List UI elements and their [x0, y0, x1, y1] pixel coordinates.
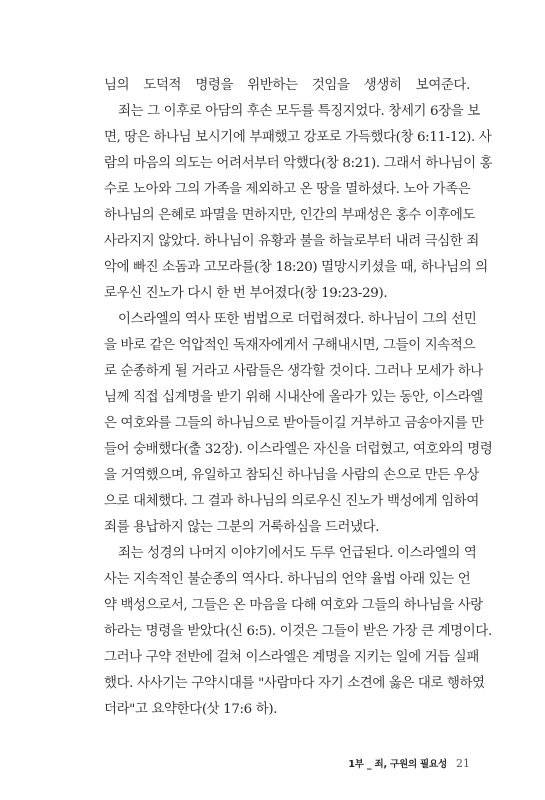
- text-line: 악에 빠진 소돔과 고모라를(창 18:20) 멸망시키셨을 때, 하나님의 의: [104, 260, 488, 275]
- text-line: 면, 땅은 하나님 보시기에 부패했고 강포로 가득했다(창 6:11-12). 사: [104, 130, 492, 145]
- text-line: 으로 대체했다. 그 결과 하나님의 의로우신 진노가 백성에게 임하여: [104, 494, 479, 509]
- text-line: 죄는 성경의 나머지 이야기에서도 두루 언급된다. 이스라엘의 역: [118, 546, 477, 561]
- text-line: 수로 노아와 그의 가족을 제외하고 온 땅을 멸하셨다. 노아 가족은: [104, 182, 471, 197]
- text-line: 로 순종하게 될 거라고 사람들은 생각할 것이다. 그러나 모세가 하나: [104, 364, 483, 379]
- text-line: 로우신 진노가 다시 한 번 부어졌다(창 19:23-29).: [104, 286, 388, 301]
- text-line: 님의 도덕적 명령을 위반하는 것임을 생생히 보여준다.: [104, 78, 470, 93]
- text-line: 약 백성으로서, 그들은 온 마음을 다해 여호와 그들의 하나님을 사랑: [104, 598, 483, 613]
- text-line: 그러나 구약 전반에 걸쳐 이스라엘은 계명을 지키는 일에 거듭 실패: [104, 650, 479, 665]
- running-head: 1부 _ 죄, 구원의 필요성: [348, 759, 447, 770]
- text-line: 은 여호와를 그들의 하나님으로 받아들이길 거부하고 금송아지를 만: [104, 416, 484, 431]
- text-line: 사라지지 않았다. 하나님이 유황과 불을 하늘로부터 내려 극심한 죄: [104, 234, 479, 249]
- text-line: 더라"고 요약한다(삿 17:6 하).: [104, 702, 278, 717]
- text-line: 죄는 그 이후로 아담의 후손 모두를 특징지었다. 창세기 6장을 보: [118, 104, 480, 119]
- text-line: 죄를 용납하지 않는 그분의 거룩하심을 드러냈다.: [104, 520, 380, 535]
- text-line: 을 바로 같은 억압적인 독재자에게서 구해내시면, 그들이 지속적으: [104, 338, 476, 353]
- text-line: 하나님의 은혜로 파멸을 면하지만, 인간의 부패성은 홍수 이후에도: [104, 208, 476, 223]
- text-line: 들어 숭배했다(출 32장). 이스라엘은 자신을 더럽혔고, 여호와의 명령: [104, 442, 493, 457]
- text-line: 했다. 사사기는 구약시대를 "사람마다 자기 소견에 옳은 대로 행하였: [104, 676, 485, 691]
- page-number: 21: [456, 757, 470, 770]
- text-line: 님께 직접 십계명을 받기 위해 시내산에 올라가 있는 동안, 이스라엘: [104, 390, 483, 405]
- page-footer: [0, 756, 470, 770]
- text-line: 사는 지속적인 불순종의 역사다. 하나님의 언약 율법 아래 있는 언: [104, 572, 471, 587]
- text-line: 람의 마음의 의도는 어려서부터 악했다(창 8:21). 그래서 하나님이 홍: [104, 156, 493, 171]
- body-text: [104, 73, 493, 723]
- text-line: 이스라엘의 역사 또한 범법으로 더럽혀졌다. 하나님이 그의 선민: [118, 312, 477, 327]
- text-line: 을 거역했으며, 유일하고 참되신 하나님을 사람의 손으로 만든 우상: [104, 468, 479, 483]
- text-line: 하라는 명령을 받았다(신 6:5). 이것은 그들이 받은 가장 큰 계명이다.: [104, 624, 492, 639]
